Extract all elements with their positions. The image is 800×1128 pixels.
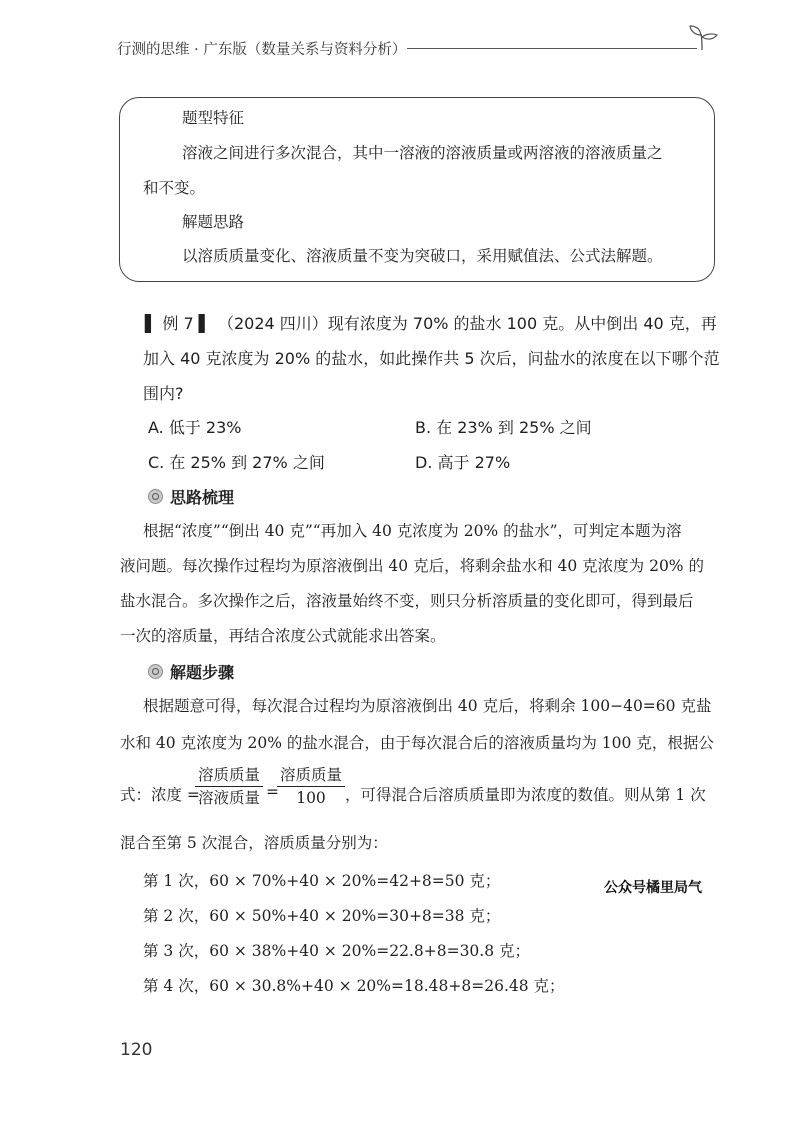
- section-title-analysis: 思路梳理: [170, 488, 235, 507]
- sprout-icon: [686, 22, 720, 52]
- section-badge-icon: [148, 489, 163, 504]
- header-rule: [407, 48, 697, 49]
- fraction-mass: [277, 766, 345, 807]
- watermark-text: 公众号橘里局气: [604, 880, 702, 896]
- example-line: （2024 四川）现有浓度为 70% 的盐水 100 克。从中倒出 40 克，再: [218, 314, 717, 333]
- fraction-denominator: 100: [296, 789, 326, 807]
- analysis-line: 盐水混合。多次操作之后，溶液量始终不变，则只分析溶质量的变化即可，得到最后: [120, 592, 694, 610]
- section-title-solution: 解题步骤: [170, 663, 235, 682]
- fraction-concentration: [195, 766, 263, 807]
- analysis-line: 液问题。每次操作过程均为原溶液倒出 40 克后，将剩余盐水和 40 克浓度为 20% 的: [120, 557, 704, 575]
- example-line: 围内?: [143, 384, 184, 403]
- example-line: 加入 40 克浓度为 20% 的盐水，如此操作共 5 次后，问盐水的浓度在以下哪个范: [143, 349, 720, 368]
- fraction-denominator: 溶液质量: [197, 789, 260, 807]
- example-label: [145, 311, 211, 334]
- box-line: 溶液之间进行多次混合，其中一溶液的溶液质量或两溶液的溶液质量之: [182, 144, 663, 162]
- example-bracket-right: ▌: [198, 314, 212, 333]
- fraction-bar: [277, 786, 345, 787]
- formula-suffix: ，可得混合后溶质质量即为浓度的数值。则从第 1 次: [345, 786, 706, 804]
- box-heading-approach: 解题思路: [182, 213, 245, 231]
- formula-equals: =: [266, 783, 279, 801]
- example-number: 例 7: [162, 314, 194, 333]
- calc-step: 第 4 次，60 × 30.8%+40 × 20%=18.48+8=26.48 克；: [143, 977, 565, 995]
- fraction-bar: [195, 786, 263, 787]
- section-badge-icon: [148, 664, 163, 679]
- solution-line: 根据题意可得，每次混合过程均为原溶液倒出 40 克后，将剩余 100−40=60 克盐: [143, 697, 712, 715]
- running-header: 行测的思维 · 广东版（数量关系与资料分析）: [117, 42, 407, 58]
- option-b: B. 在 23% 到 25% 之间: [415, 418, 592, 437]
- solution-line: 水和 40 克浓度为 20% 的盐水混合，由于每次混合后的溶液质量均为 100 克，根据公: [120, 734, 714, 752]
- example-bracket-left: ▌: [145, 314, 158, 333]
- fraction-numerator: 溶质质量: [279, 766, 342, 784]
- page-number: 120: [120, 1040, 153, 1060]
- fraction-numerator: 溶质质量: [197, 766, 260, 784]
- analysis-line: 一次的溶质量，再结合浓度公式就能求出答案。: [120, 627, 446, 645]
- solution-line: 混合至第 5 次混合，溶质质量分别为：: [120, 834, 388, 852]
- calc-step: 第 2 次，60 × 50%+40 × 20%=30+8=38 克；: [143, 907, 501, 925]
- analysis-line: 根据“浓度”“倒出 40 克”“再加入 40 克浓度为 20% 的盐水”，可判定本题为溶: [143, 522, 682, 540]
- option-d: D. 高于 27%: [415, 453, 511, 472]
- option-c: C. 在 25% 到 27% 之间: [148, 453, 325, 472]
- calc-step: 第 3 次，60 × 38%+40 × 20%=22.8+8=30.8 克；: [143, 942, 531, 960]
- option-a: A. 低于 23%: [148, 418, 242, 437]
- box-line: 和不变。: [143, 179, 206, 197]
- box-heading-features: 题型特征: [182, 109, 245, 127]
- calc-step: 第 1 次，60 × 70%+40 × 20%=42+8=50 克；: [143, 872, 501, 890]
- formula-prefix: 式：浓度 =: [120, 786, 200, 804]
- box-line: 以溶质质量变化、溶液质量不变为突破口，采用赋值法、公式法解题。: [182, 247, 663, 265]
